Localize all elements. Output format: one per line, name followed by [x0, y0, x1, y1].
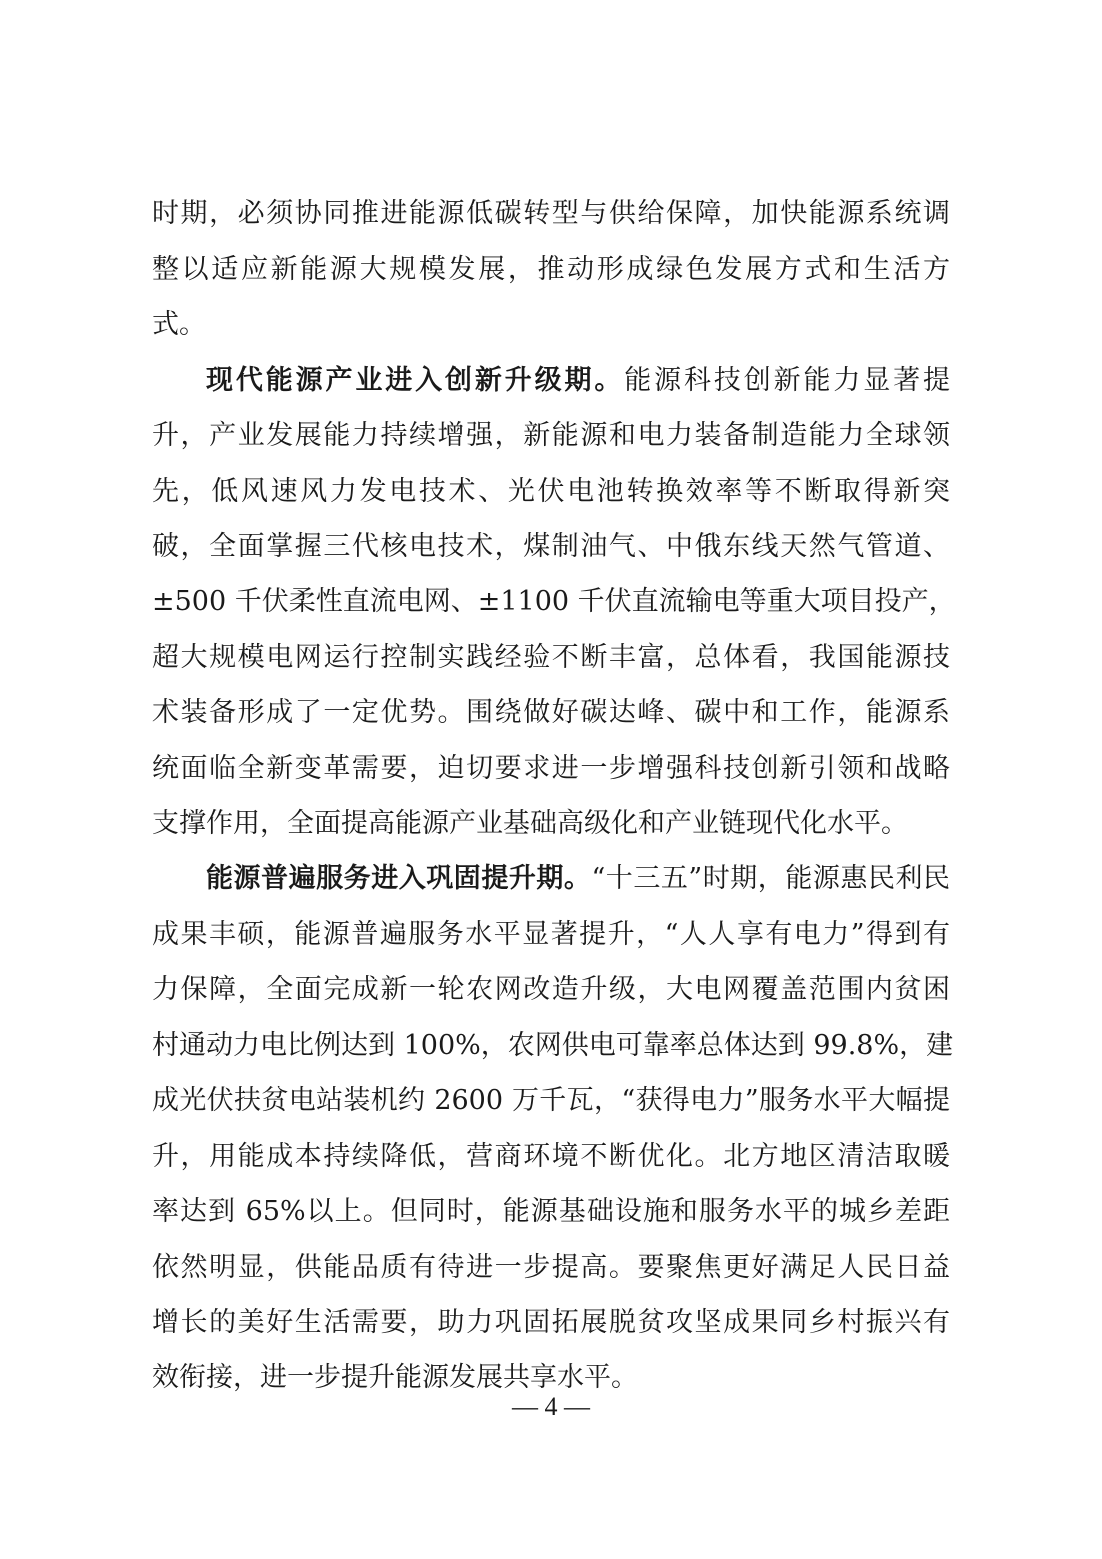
paragraph-text: “十三五”时期，能源惠民利民: [591, 863, 951, 894]
paragraph-line: 破，全面掌握三代核电技术，煤制油气、中俄东线天然气管道、: [152, 531, 950, 562]
paragraph-line: 依然明显，供能品质有待进一步提高。要聚焦更好满足人民日益: [152, 1252, 950, 1283]
paragraph-line: 成光伏扶贫电站装机约 2600 万千瓦，“获得电力”服务水平大幅提: [152, 1085, 950, 1116]
paragraph-line: 术装备形成了一定优势。围绕做好碳达峰、碳中和工作，能源系: [152, 697, 950, 728]
paragraph-line: 升，产业发展能力持续增强，新能源和电力装备制造能力全球领: [152, 420, 950, 451]
paragraph-line: 统面临全新变革需要，迫切要求进一步增强科技创新引领和战略: [152, 753, 950, 784]
paragraph-line: ±500 千伏柔性直流电网、±1100 千伏直流输电等重大项目投产，: [152, 586, 956, 617]
paragraph-first-line: [206, 361, 950, 401]
paragraph-line: 时期，必须协同推进能源低碳转型与供给保障，加快能源系统调: [152, 198, 950, 229]
paragraph-first-line: [206, 859, 950, 899]
paragraph-line: 升，用能成本持续降低，营商环境不断优化。北方地区清洁取暖: [152, 1141, 950, 1172]
paragraph-line: 力保障，全面完成新一轮农网改造升级，大电网覆盖范围内贫困: [152, 974, 950, 1005]
paragraph-line: 增长的美好生活需要，助力巩固拓展脱贫攻坚成果同乡村振兴有: [152, 1307, 950, 1338]
paragraph-line: 式。: [152, 309, 206, 340]
paragraph-line: 先，低风速风力发电技术、光伏电池转换效率等不断取得新突: [152, 476, 950, 507]
paragraph-line: 成果丰硕，能源普遍服务水平显著提升，“人人享有电力”得到有: [152, 919, 950, 950]
paragraph-line: 村通动力电比例达到 100%，农网供电可靠率总体达到 99.8%，建: [152, 1030, 954, 1061]
paragraph-line: 效衔接，进一步提升能源发展共享水平。: [152, 1362, 638, 1393]
paragraph-line: 超大规模电网运行控制实践经验不断丰富，总体看，我国能源技: [152, 642, 950, 673]
paragraph-heading: 现代能源产业进入创新升级期。: [206, 365, 625, 396]
paragraph-line: 整以适应新能源大规模发展，推动形成绿色发展方式和生活方: [152, 254, 950, 285]
page-number: — 4 —: [512, 1392, 590, 1421]
paragraph-line: 支撑作用，全面提高能源产业基础高级化和产业链现代化水平。: [152, 808, 908, 839]
paragraph-heading: 能源普遍服务进入巩固提升期。: [206, 863, 592, 894]
paragraph-line: 率达到 65%以上。但同时，能源基础设施和服务水平的城乡差距: [152, 1196, 950, 1227]
paragraph-text: 能源科技创新能力显著提: [624, 365, 950, 396]
